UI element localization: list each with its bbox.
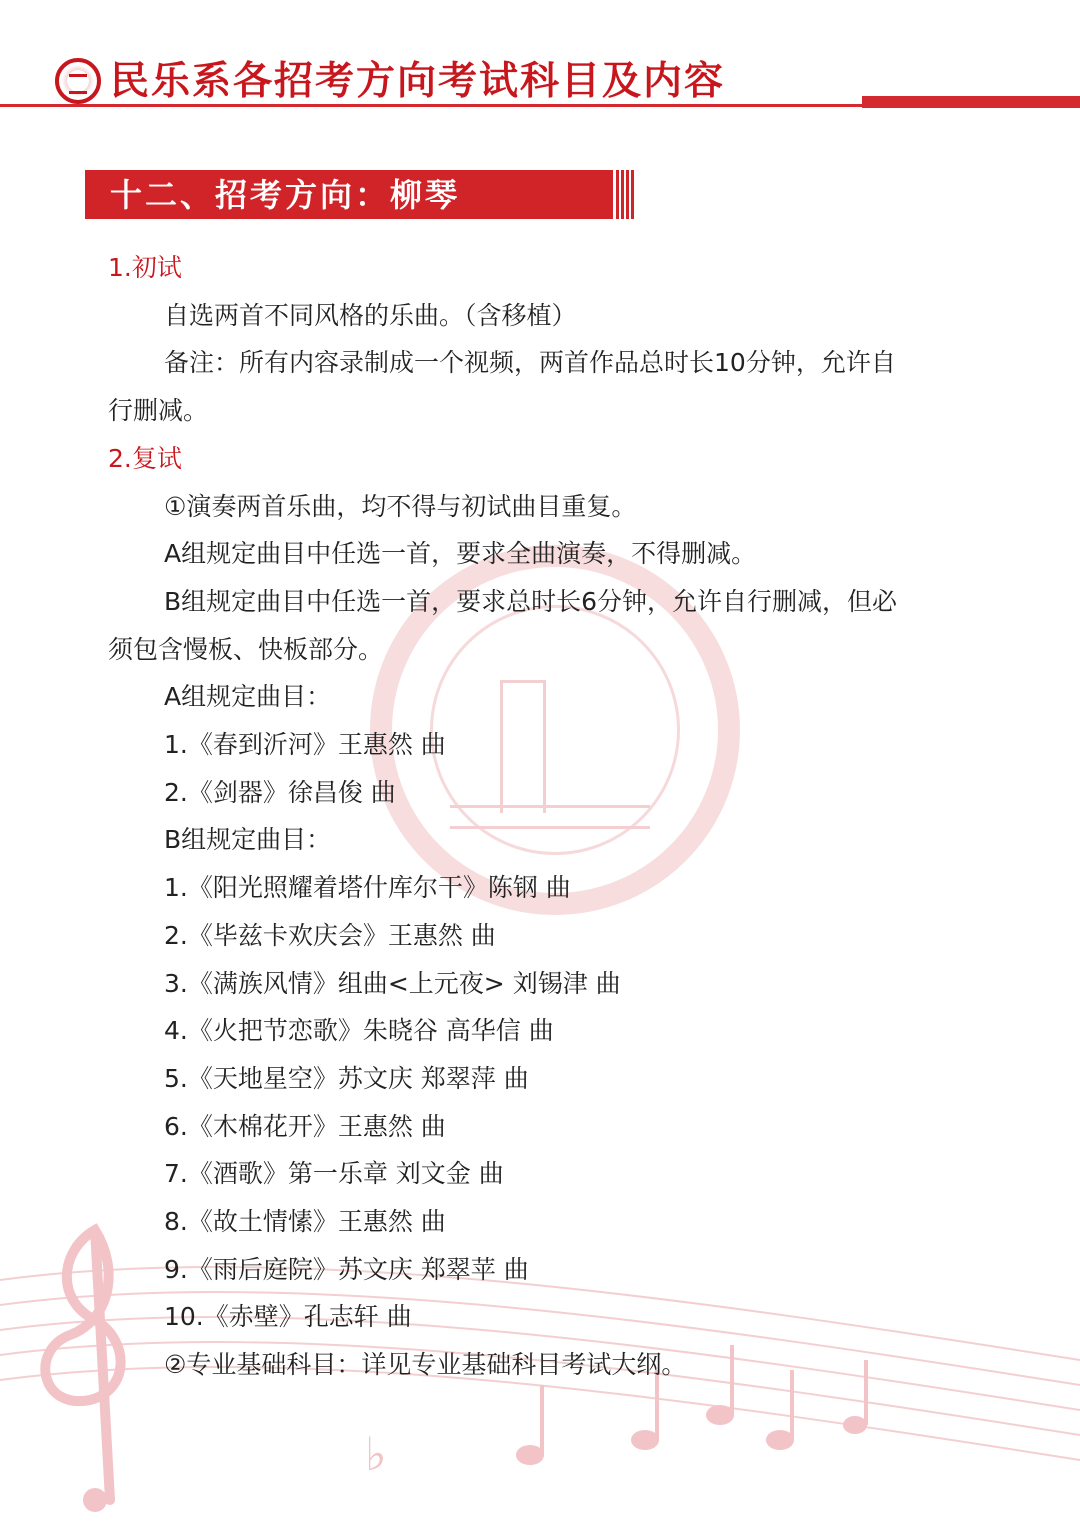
content-line: 2.《毕兹卡欢庆会》王惠然 曲 <box>164 920 496 950</box>
page-header <box>0 0 1080 120</box>
content-line: A组规定曲目： <box>164 682 332 712</box>
content-line: 8.《故土情愫》王惠然 曲 <box>164 1207 446 1236</box>
content-line: B组规定曲目中任选一首，要求总时长6分钟，允许自行删减，但必 <box>164 586 898 616</box>
content-line: B组规定曲目： <box>164 825 332 855</box>
content-line: 9.《雨后庭院》苏文庆 郑翠苹 曲 <box>164 1254 529 1284</box>
school-logo-icon <box>55 58 101 104</box>
header-accent-bar <box>862 96 1080 108</box>
content-line: 须包含慢板、快板部分。 <box>108 634 384 664</box>
watermark-base <box>450 805 650 829</box>
content-line: 2.《剑器》徐昌俊 曲 <box>164 777 396 807</box>
header-title: 民乐系各招考方向考试科目及内容 <box>110 58 726 104</box>
section-subheading: 2.复试 <box>108 443 182 473</box>
content-line: 1.《春到沂河》王惠然 曲 <box>164 730 446 759</box>
content-line: ②专业基础科目：详见专业基础科目考试大纲。 <box>164 1350 687 1380</box>
section-subheading: 1.初试 <box>108 253 182 282</box>
content-line: A组规定曲目中任选一首，要求全曲演奏，不得删减。 <box>164 539 757 569</box>
content-line: 10.《赤壁》孔志轩 曲 <box>164 1302 412 1332</box>
content-line: 自选两首不同风格的乐曲。（含移植） <box>164 300 577 330</box>
content-line: 1.《阳光照耀着塔什库尔干》陈钢 曲 <box>164 873 571 903</box>
content-line: 4.《火把节恋歌》朱晓谷 高华信 曲 <box>164 1016 554 1046</box>
content-line: 3.《满族风情》组曲<上元夜> 刘锡津 曲 <box>164 968 621 998</box>
content-line: 备注：所有内容录制成一个视频，两首作品总时长10分钟，允许自 <box>164 348 896 378</box>
content-line: 5.《天地星空》苏文庆 郑翠萍 曲 <box>164 1063 529 1093</box>
watermark-building-icon <box>500 680 546 813</box>
banner-stripes <box>616 170 636 219</box>
section-title: 十二、招考方向：柳琴 <box>110 176 461 214</box>
content-line: 7.《酒歌》第一乐章 刘文金 曲 <box>164 1159 504 1189</box>
content-line: 行删减。 <box>108 396 209 426</box>
content-line: ①演奏两首乐曲，均不得与初试曲目重复。 <box>164 491 637 521</box>
content-line: 6.《木棉花开》王惠然 曲 <box>164 1111 446 1141</box>
svg-text:♭: ♭ <box>365 1427 387 1481</box>
